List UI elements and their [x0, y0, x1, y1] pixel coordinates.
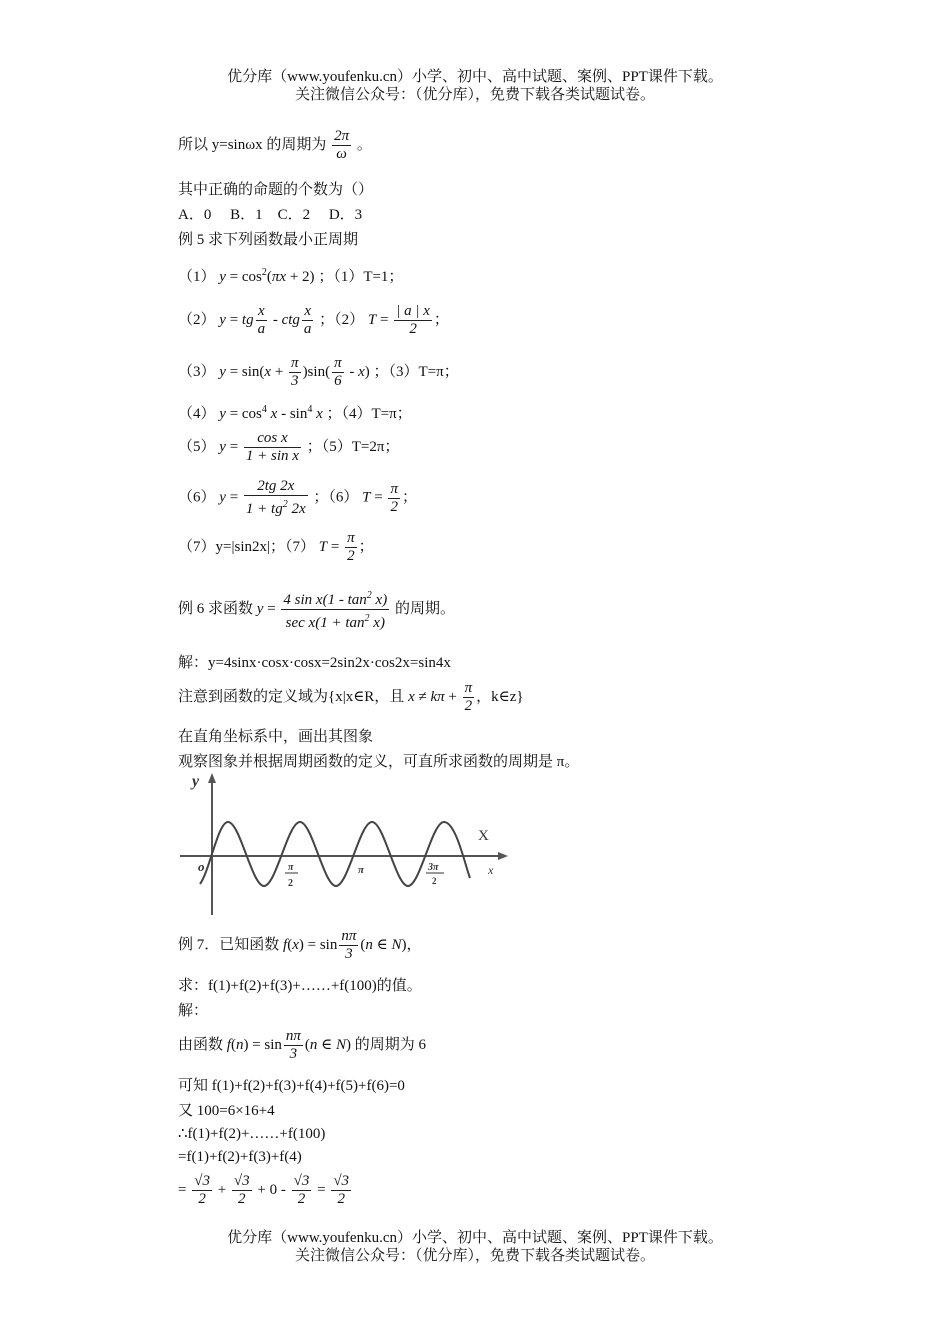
ex7-step-5: =f(1)+f(2)+f(3)+f(4) [178, 1149, 302, 1165]
ex5-item-3: （3） y = sin(x + $\frac{\pi}{3}$ )sin( $\frac{\pi}{6}$ - x) ；（3）T=π； [178, 355, 459, 389]
y-axis-label: y [192, 773, 200, 790]
ex5-item-4: （4） $y = \cos^4 x - \sin^4 x$ ；（4）T=π； [178, 404, 412, 422]
ex5-item-7: （7）y=|sin2x|；（7） T = $\frac{\pi}{2}$ ； [178, 530, 374, 564]
ex6-draw: 在直角坐标系中，画出其图象 [178, 729, 374, 745]
origin-label: o [198, 859, 205, 874]
ex5-item-6: （6） y = $\frac{2tg 2x}{1 + tg^2 2x}$ ；（6） T = $\frac{\pi}{2}$ ； [178, 478, 417, 517]
tick-label-pi-over-2-num: π [288, 862, 294, 873]
footer-line-1: 优分库（www.youfenku.cn）小学、初中、高中试题、案例、PPT课件下载。 [227, 1230, 723, 1246]
ex5-item-2: （2） y = tg $\frac{x}{a}$ - ctg $\frac{x}{a}$ ；（2） T = $\frac{| a | x}{2}$ ； [178, 303, 449, 337]
ex7-solution-label: 解： [178, 1003, 209, 1019]
answer-options: A．0 B．1 C．2 D．3 [178, 207, 363, 223]
ex7-step-3: 又 100=6×16+4 [178, 1103, 275, 1119]
ex7-result: = $\frac{√3}{2}$ + $\frac{√3}{2}$ + 0 - $\frac{√3}{2}$ = $\frac{√3}{2}$ [178, 1173, 350, 1207]
page-header [0, 68, 950, 104]
y-axis-arrow [208, 773, 216, 783]
tick-label-pi: π [358, 864, 365, 876]
x-axis-label: x [488, 863, 494, 877]
ex7-step-4: ∴f(1)+f(2)+……+f(100) [178, 1126, 326, 1142]
ex6-solution: 解：y=4sinx·cosx·cosx=2sin2x·cos2x=sin4x [178, 655, 451, 671]
period-fraction: $\frac{2\pi}{\omega}$ [334, 128, 350, 162]
page-footer [0, 1229, 950, 1265]
tick-label-3pi-over-2-den: 2 [432, 876, 437, 886]
example-6-title: 例 6 求函数 y = $\frac{4 \sin x(1 - \tan^2 x)}{\sec x(1 + \tan^2 x)}$ 的周期。 [178, 587, 455, 632]
ex5-item-1: （1） $y = \cos^2(\pi x + 2)$ ；（1）T=1； [178, 267, 404, 285]
x-label-upper: X [478, 828, 489, 844]
header-line-2: 关注微信公众号：（优分库），免费下载各类试题试卷。 [294, 87, 655, 103]
sine-graph [178, 770, 518, 920]
ex6-observe: 观察图象并根据周期函数的定义，可直所求函数的周期是 π。 [178, 754, 580, 770]
footer-line-2: 关注微信公众号：（优分库），免费下载各类试题试卷。 [294, 1248, 655, 1264]
ex7-step-1: 由函数 f(n) = sin $\frac{n\pi}{3}$ (n ∈ N) 的周期为 6 [178, 1028, 427, 1062]
sine-curve [200, 822, 470, 886]
period-statement: 所以 y=sinωx 的周期为 $\frac{2\pi}{\omega}$ 。 [178, 128, 372, 162]
x-axis-arrow [498, 852, 508, 860]
ex6-domain: 注意到函数的定义域为{x|x∈R，且 x ≠ kπ + $\frac{\pi}{2}$ ，k∈z} [178, 680, 524, 714]
example-5-title: 例 5 求下列函数最小正周期 [178, 232, 359, 248]
question-text: 其中正确的命题的个数为（） [178, 182, 374, 198]
ex5-item-5: （5） y = $\frac{\text{cos x}}{\text{1 + sin x}}$ ；（5）T=2π； [178, 430, 400, 464]
tick-label-3pi-over-2-num: 3π [428, 862, 439, 873]
ex7-step-2: 可知 f(1)+f(2)+f(3)+f(4)+f(5)+f(6)=0 [178, 1078, 405, 1094]
ex7-question: 求：f(1)+f(2)+f(3)+……+f(100)的值。 [178, 978, 422, 994]
tick-label-pi-over-2-den: 2 [288, 878, 293, 889]
example-7-title: 例 7．已知函数 f(x) = sin $\frac{n\pi}{3}$ (n ∈ N)， [178, 928, 422, 962]
header-line-1: 优分库（www.youfenku.cn）小学、初中、高中试题、案例、PPT课件下载。 [227, 69, 723, 85]
